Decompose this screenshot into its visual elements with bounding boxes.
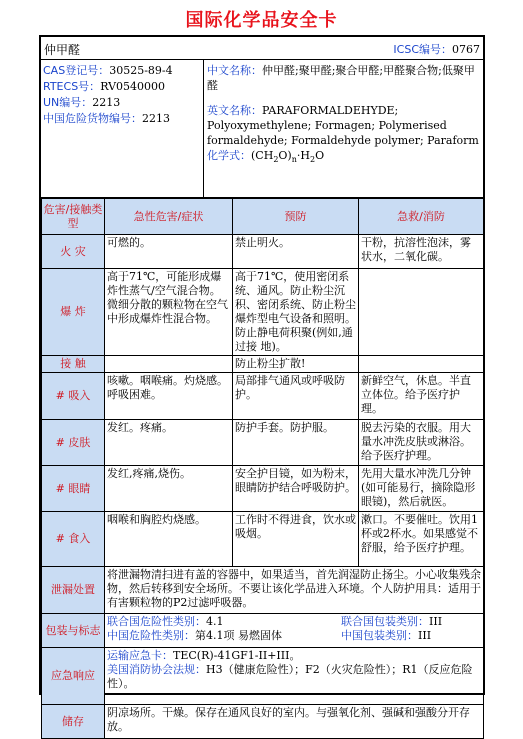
row-type-explosion: 爆 炸 <box>42 269 105 356</box>
col-acute: 急性危害/症状 <box>105 199 233 235</box>
icsc-number <box>393 41 480 57</box>
cn-class-value: 第4.1项 易燃固体 <box>195 629 282 642</box>
chemical-names <box>207 63 481 167</box>
registry-numbers <box>43 63 203 127</box>
eyes-prevent: 安全护目镜，如为粉末，眼睛防护结合呼吸防护。 <box>233 466 359 512</box>
leak-text: 将泄漏物清扫进有盖的容器中，如果适当，首先润湿防止扬尘。小心收集残余物，然后转移到安全场所。不要让该化学品进入环境。个人防护用具：适用于有害颗粒物的P2过滤呼吸器。 <box>105 567 484 614</box>
storage-row <box>42 705 484 739</box>
card-frame <box>39 35 485 733</box>
row-type-inhalation: # 吸入 <box>42 373 105 420</box>
table-row <box>42 356 484 373</box>
cn-line <box>43 111 203 127</box>
cn-name-value: 仲甲醛;聚甲醛;聚合甲醛;甲醛聚合物;低聚甲醛 <box>207 64 475 92</box>
contact-acute <box>105 356 233 373</box>
table-row <box>42 466 484 512</box>
rtecs-label: RTECS号： <box>43 80 101 93</box>
inhalation-acute: 咳嗽。咽喉痛。灼烧感。呼吸困难。 <box>105 373 233 420</box>
nfpa-label: 美国消防协会法规： <box>107 663 206 676</box>
col-type: 危害/接触类型 <box>42 199 105 235</box>
rtecs-value: RV0540000 <box>100 80 166 93</box>
explosion-aid <box>359 269 484 356</box>
skin-acute: 发红。疼痛。 <box>105 420 233 466</box>
ingestion-aid: 漱口。不要催吐。饮用1杯或2杯水。如果感觉不舒服，给予医疗护理。 <box>359 512 484 567</box>
leak-row <box>42 567 484 614</box>
en-name-label: 英文名称： <box>207 104 262 117</box>
ingestion-acute: 咽喉和胸腔灼烧感。 <box>105 512 233 567</box>
un-class-label: 联合国危险性类别： <box>107 615 206 628</box>
un-pack-label: 联合国包装类别： <box>341 615 429 628</box>
transport-card-label: 运输应急卡： <box>107 649 173 662</box>
table-row <box>42 373 484 420</box>
identification-block <box>41 60 483 198</box>
icsc-label: ICSC编号： <box>393 43 452 56</box>
un-value: 2213 <box>92 96 121 109</box>
cn-name-line <box>207 63 481 93</box>
en-name-value: PARAFORMALDEHYDE; Polyoxymethylene; Formagen; Polymerised formaldehyde; Formaldehyde polymer; Paraform <box>207 104 479 147</box>
ident-divider <box>203 60 204 198</box>
hazard-table <box>41 198 484 739</box>
cas-value: 30525-89-4 <box>109 64 173 77</box>
skin-aid: 脱去污染的衣服。用大量水冲洗皮肤或淋浴。给予医疗护理。 <box>359 420 484 466</box>
formula-value: $(CH_2O)_n\cdot H_2O$ <box>251 149 325 164</box>
storage-text: 阴凉场所。干燥。保存在通风良好的室内。与强氧化剂、强碱和强酸分开存放。 <box>105 705 484 739</box>
cn-class-label: 中国危险性类别： <box>107 629 195 642</box>
table-row <box>42 420 484 466</box>
inhalation-prevent: 局部排气通风或呼吸防护。 <box>233 373 359 420</box>
eyes-aid: 先用大量水冲洗几分钟(如可能易行，摘除隐形眼镜)，然后就医。 <box>359 466 484 512</box>
formula-line <box>207 148 481 167</box>
hazard-table-header <box>42 199 484 235</box>
row-type-ingestion: # 食入 <box>42 512 105 567</box>
packaging-content <box>105 614 484 648</box>
card-title: 国际化学品安全卡 <box>185 10 338 31</box>
table-row <box>42 269 484 356</box>
rtecs-line <box>43 79 203 95</box>
un-pack-value: III <box>429 615 443 628</box>
row-type-contact: 接 触 <box>42 356 105 373</box>
fire-prevent: 禁止明火。 <box>233 235 359 269</box>
cn-name-label: 中文名称： <box>207 64 262 77</box>
table-row <box>42 235 484 269</box>
cn-pack-label: 中国包装类别： <box>341 629 418 642</box>
row-type-fire: 火 灾 <box>42 235 105 269</box>
row-type-eyes: # 眼睛 <box>42 466 105 512</box>
cas-line <box>43 63 203 79</box>
explosion-acute: 高于71℃，可能形成爆炸性蒸气/空气混合物。微细分散的颗粒物在空气中形成爆炸性混合物。 <box>105 269 233 356</box>
cn-pack-value: III <box>418 629 432 642</box>
un-line <box>43 95 203 111</box>
explosion-prevent: 高于71℃，使用密闭系统、通风。防止粉尘沉积、密闭系统、防止粉尘爆炸型电气设备和照明。防止静电荷积聚(例如,通过接 地)。 <box>233 269 359 356</box>
formula-label: 化学式： <box>207 149 251 162</box>
col-firstaid: 急救/消防 <box>359 199 484 235</box>
fire-acute: 可燃的。 <box>105 235 233 269</box>
en-name-line <box>207 103 481 148</box>
un-class-value: 4.1 <box>206 615 224 628</box>
cn-value: 2213 <box>142 112 170 125</box>
skin-prevent: 防护手套。防护服。 <box>233 420 359 466</box>
fire-aid: 干粉，抗溶性泡沫，雾状水，二氧化碳。 <box>359 235 484 269</box>
packaging-row <box>42 614 484 648</box>
ingestion-prevent: 工作时不得进食，饮水或吸烟。 <box>233 512 359 567</box>
contact-aid <box>359 356 484 373</box>
icsc-value: 0767 <box>452 43 480 56</box>
row-type-skin: # 皮肤 <box>42 420 105 466</box>
un-label: UN编号： <box>43 96 93 109</box>
packaging-label: 包装与标志 <box>42 614 105 648</box>
storage-label: 储存 <box>42 705 105 739</box>
cas-label: CAS登记号： <box>43 64 110 77</box>
emergency-content <box>105 648 484 705</box>
inhalation-aid: 新鲜空气，休息。半直立体位。给予医疗护理。 <box>359 373 484 420</box>
cn-label: 中国危险货物编号： <box>43 112 142 125</box>
nfpa-value: H3（健康危险性）；F2（火灾危险性）；R1（反应危险性）。 <box>107 663 473 690</box>
leak-label: 泄漏处置 <box>42 567 105 614</box>
eyes-acute: 发红,疼痛,烧伤。 <box>105 466 233 512</box>
emergency-label: 应急响应 <box>42 648 105 705</box>
card-header <box>41 37 483 60</box>
emergency-row <box>42 648 484 705</box>
contact-prevent: 防止粉尘扩散! <box>233 356 359 373</box>
transport-card-value: TEC(R)-41GF1-II+III。 <box>173 649 301 662</box>
table-row <box>42 512 484 567</box>
col-prevent: 预防 <box>233 199 359 235</box>
chemical-name: 仲甲醛 <box>44 43 81 57</box>
